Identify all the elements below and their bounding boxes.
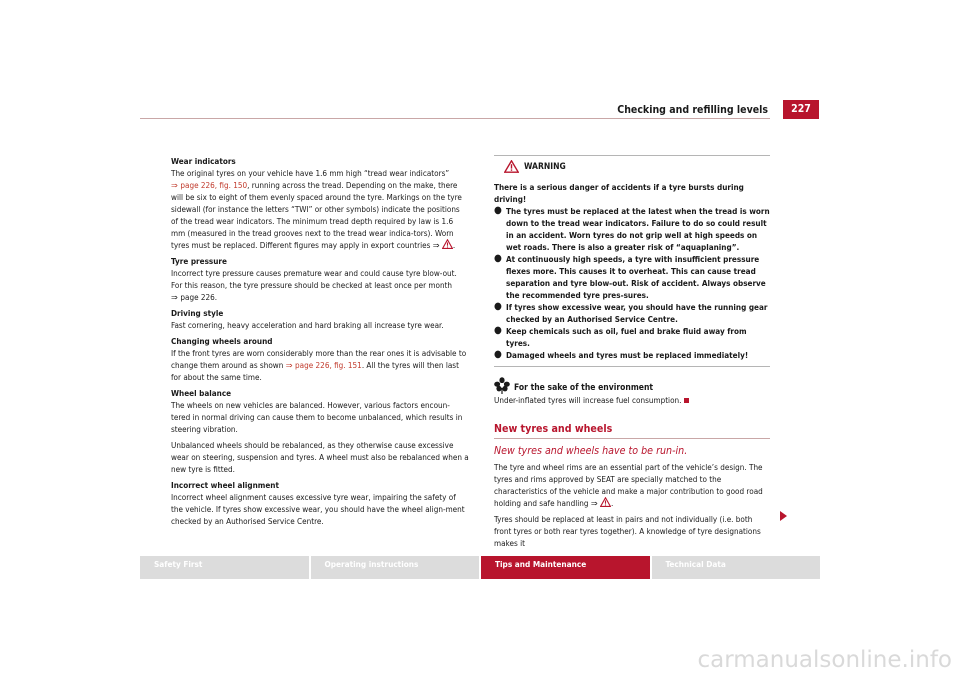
warning-bullet-text: If tyres show excessive wear, you should have the running gear checked by an Authorised Service Centre. — [506, 302, 768, 324]
right-column — [494, 155, 770, 553]
balance-heading: Wheel balance — [171, 388, 232, 398]
arrow-right-icon: ⇒ — [171, 292, 181, 302]
footer-nav — [140, 556, 820, 579]
pressure-text: Incorrect tyre pressure causes premature wear and could cause tyre blow-out. For this reason, the tyre pressure should be checked at least once per month — [171, 268, 457, 290]
warning-bullet — [494, 253, 770, 301]
changing-link-label: page 226, fig. 151 — [295, 360, 362, 370]
wear-text-1: The original tyres on your vehicle have 1.6 mm high “tread wear indicators” — [171, 168, 450, 178]
header-rule — [140, 118, 770, 119]
bullet-icon: ● — [494, 325, 502, 336]
changing-heading: Changing wheels around — [171, 336, 273, 346]
alignment-heading: Incorrect wheel alignment — [171, 480, 279, 490]
warning-triangle-icon — [504, 160, 519, 173]
balance-paragraph-2: Unbalanced wheels should be rebalanced, as they otherwise cause excessive wear on steering, suspension and tyres. A wheel must also be rebalanced when a new tyre is fitted. — [171, 440, 469, 474]
continue-arrow-icon — [780, 511, 787, 521]
wear-heading: Wear indicators — [171, 156, 236, 166]
driving-paragraph: Fast cornering, heavy acceleration and hard braking all increase tyre wear. — [171, 320, 444, 330]
arrow-right-icon: ⇒ — [432, 240, 440, 250]
balance-paragraph-1: The wheels on new vehicles are balanced. However, various factors encoun-tered in normal driving can cause them to become unbalanced, which results in steering vibration. — [171, 400, 463, 434]
changing-link[interactable] — [286, 360, 362, 370]
warning-bullet — [494, 325, 770, 349]
tab-technical-data[interactable]: Technical Data — [652, 556, 821, 579]
warning-bullet-text: Keep chemicals such as oil, fuel and brake fluid away from tyres. — [506, 326, 747, 348]
end-of-section-icon — [684, 398, 689, 403]
new-tyres-paragraph-2: Tyres should be replaced at least in pairs and not individually (i.e. both front tyres or both rear tyres together). A knowledge of tyre designations makes it — [494, 514, 761, 548]
new-tyres-paragraph-1: The tyre and wheel rims are an essential part of the vehicle’s design. The tyres and rims approved by SEAT are specially matched to the characteristics of the vehicle and make a major contribution to good road holding and safe handling ⇒ . — [494, 462, 763, 508]
wear-paragraph: The original tyres on your vehicle have 1.6 mm high “tread wear indicators” ⇒ page 226, fig. 150, running across the tread. Depending on the make, there will be six to eight of them evenly spaced around the tyre. Markings on the tyre sidewall (for instance the letters “TWI” or other symbols) indicate the positions of the tread wear indicators. The minimum tread depth required by law is 1.6 mm (measured in the tread grooves next to the tread wear indica-tors). Worn tyres must be replaced. Different figures may apply in export countries ⇒ . — [171, 168, 462, 250]
left-column — [171, 155, 469, 531]
page-header — [0, 100, 960, 120]
environment-title: For the sake of the environment — [514, 383, 654, 393]
header-title: Checking and refilling levels — [617, 104, 768, 116]
wear-link[interactable] — [171, 180, 247, 190]
alignment-paragraph: Incorrect wheel alignment causes excessive tyre wear, impairing the safety of the vehicle. If tyres show excessive wear, you should have the wheel align-ment checked by an Authorised Service Centre. — [171, 492, 465, 526]
arrow-right-icon: ⇒ — [590, 498, 598, 508]
environment-text — [494, 394, 770, 406]
warning-triangle-icon[interactable] — [600, 497, 611, 507]
bullet-icon: ● — [494, 301, 502, 312]
warning-box — [494, 155, 770, 367]
watermark: carmanualsonline.info — [697, 647, 952, 673]
environment-text-body: Under-inflated tyres will increase fuel consumption. — [494, 395, 682, 405]
new-tyres-text-1: The tyre and wheel rims are an essential part of the vehicle’s design. The tyres and rims approved by SEAT are specially matched to the characteristics of the vehicle and make a major contribution to good road holding and safe handling — [494, 462, 763, 508]
arrow-right-icon: ⇒ — [171, 180, 181, 190]
tab-operating-instructions[interactable]: Operating instructions — [311, 556, 480, 579]
changing-text-1: If the front tyres are worn considerably more than the rear ones it is advisable to change them around as shown — [171, 348, 467, 370]
warning-intro: There is a serious danger of accidents if a tyre bursts during driving! — [494, 182, 744, 204]
section-subtitle: New tyres and wheels have to be run-in. — [494, 445, 688, 457]
tab-tips-and-maintenance[interactable]: Tips and Maintenance — [481, 556, 650, 579]
bullet-icon: ● — [494, 349, 502, 360]
warning-triangle-icon[interactable] — [442, 239, 453, 249]
warning-bullet — [494, 205, 770, 253]
warning-bullet-text: At continuously high speeds, a tyre with insufficient pressure flexes more. This causes it to overheat. This can cause tread separation and tyre blow-out. Risk of accident. Always observe the recommended tyre pres-sures. — [506, 254, 766, 300]
pressure-heading: Tyre pressure — [171, 256, 227, 266]
page-number: 227 — [783, 100, 819, 119]
section-title: New tyres and wheels — [494, 423, 770, 439]
tab-safety-first[interactable]: Safety First — [140, 556, 309, 579]
bullet-icon: ● — [494, 253, 502, 264]
arrow-right-icon: ⇒ — [285, 360, 296, 370]
wear-text-2: , running across the tread. Depending on the make, there will be six to eight of them evenly spaced around the tyre. Markings on the tyre sidewall (for instance the letters “TWI” or other symbols) indicate the positions of the tread wear indicators. The minimum tread depth required by law is 1.6 mm (measured in the tread grooves next to the tread wear indica-tors). Worn tyres must be replaced. Different figures may apply in export countries — [171, 180, 462, 250]
wear-link-label: page 226, fig. 150 — [180, 180, 248, 190]
pressure-paragraph — [171, 267, 469, 303]
pressure-ref[interactable]: page 226. — [180, 292, 218, 302]
warning-header — [494, 160, 770, 173]
changing-text-2: . All the tyres will then last for about the same time. — [171, 360, 459, 382]
warning-bullet-text: Damaged wheels and tyres must be replaced immediately! — [506, 350, 749, 360]
bullet-icon: ● — [494, 205, 502, 216]
changing-paragraph — [171, 347, 469, 383]
environment-header — [494, 377, 770, 394]
warning-title: WARNING — [524, 161, 566, 172]
driving-heading: Driving style — [171, 308, 224, 318]
warning-bullet — [494, 301, 770, 325]
warning-bullet-text: The tyres must be replaced at the latest when the tread is worn down to the tread wear indicators. Failure to do so could result in an accident. Worn tyres do not grip well at high speeds on wet roads. There is also a greater risk of “aquaplaning”. — [506, 206, 770, 252]
warning-bullet — [494, 349, 770, 361]
environment-flower-icon — [494, 377, 510, 394]
